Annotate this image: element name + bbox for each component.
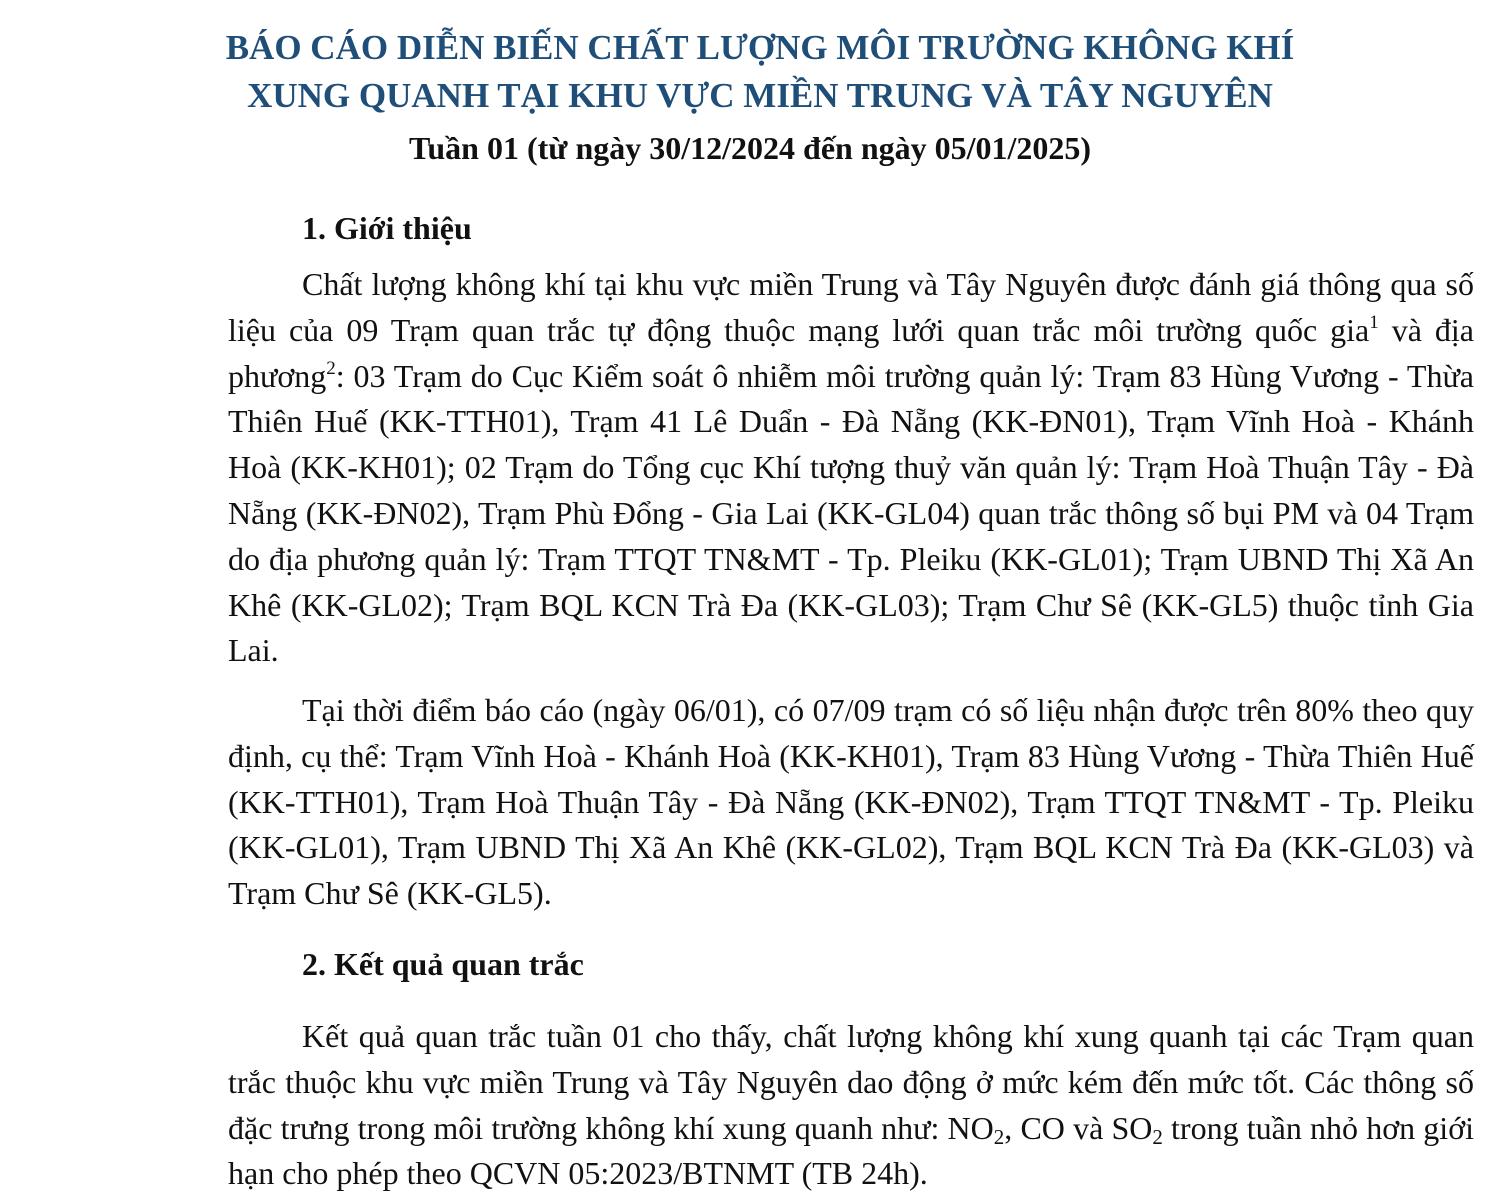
section-heading-results: 2. Kết quả quan trắc — [302, 946, 584, 982]
intro-text-2: và địa phương — [228, 311, 1475, 394]
footnote-ref-2: 2 — [326, 357, 336, 379]
intro-text-1: Chất lượng không khí tại khu vực miền Trung và Tây Nguyên được đánh giá thông qua số liệu của 09 Trạm quan trắc tự động thuộc mạng lưới quan trắc môi trường quốc gia — [228, 266, 1474, 348]
footnote-ref-1: 1 — [1369, 311, 1379, 333]
intro-paragraph — [228, 262, 1474, 674]
stations-paragraph: Tại thời điểm báo cáo (ngày 06/01), có 07/09 trạm có số liệu nhận được trên 80% theo quy định, cụ thể: Trạm Vĩnh Hoà - Khánh Hoà (KK-KH01), Trạm 83 Hùng Vương - Thừa Thiên Huế (KK-TTH01), Trạm Hoà Thuận Tây - Đà Nẵng (KK-ĐN02), Trạm TTQT TN&MT - Tp. Pleiku (KK-GL01), Trạm UBND Thị Xã An Khê (KK-GL02), Trạm BQL KCN Trà Đa (KK-GL03) và Trạm Chư Sê (KK-GL5). — [228, 692, 1474, 912]
results-paragraph — [228, 1014, 1474, 1197]
results-text-2: , CO và SO — [1004, 1109, 1153, 1146]
section-heading-introduction: 1. Giới thiệu — [302, 210, 472, 246]
results-text-3: trong tuần nhỏ hơn giới hạn cho phép theo QCVN 05:2023/BTNMT (TB 24h). — [228, 1109, 1475, 1192]
results-text-1: Kết quả quan trắc tuần 01 cho thấy, chất lượng không khí xung quanh tại các Trạm quan trắc thuộc khu vực miền Trung và Tây Nguyên dao động ở mức kém đến mức tốt. Các thông số đặc trưng trong môi trường không khí xung quanh như: NO — [228, 1018, 1474, 1146]
report-subtitle: Tuần 01 (từ ngày 30/12/2024 đến ngày 05/01/2025) — [408, 130, 1092, 166]
report-title-line-2: XUNG QUANH TẠI KHU VỰC MIỀN TRUNG VÀ TÂY NGUYÊN — [247, 76, 1273, 115]
subscript-no2: 2 — [993, 1124, 1005, 1149]
intro-text-3: : 03 Trạm do Cục Kiểm soát ô nhiễm môi trường quản lý: Trạm 83 Hùng Vương - Thừa Thiên Huế (KK-TTH01), Trạm 41 Lê Duẩn - Đà Nẵng (KK-ĐN01), Trạm Vĩnh Hoà - Khánh Hoà (KK-KH01); 02 Trạm do Tổng cục Khí tượng thuỷ văn quản lý: Trạm Hoà Thuận Tây - Đà Nẵng (KK-ĐN02), Trạm Phù Đổng - Gia Lai (KK-GL04) quan trắc thông số bụi PM và 04 Trạm do địa phương quản lý: Trạm TTQT TN&MT - Tp. Pleiku (KK-GL01); Trạm UBND Thị Xã An Khê (KK-GL02); Trạm BQL KCN Trà Đa (KK-GL03); Trạm Chư Sê (KK-GL5) thuộc tỉnh Gia Lai. — [228, 357, 1474, 669]
report-title-line-1: BÁO CÁO DIỄN BIẾN CHẤT LƯỢNG MÔI TRƯỜNG KHÔNG KHÍ — [225, 28, 1295, 67]
subscript-so2: 2 — [1152, 1124, 1163, 1149]
